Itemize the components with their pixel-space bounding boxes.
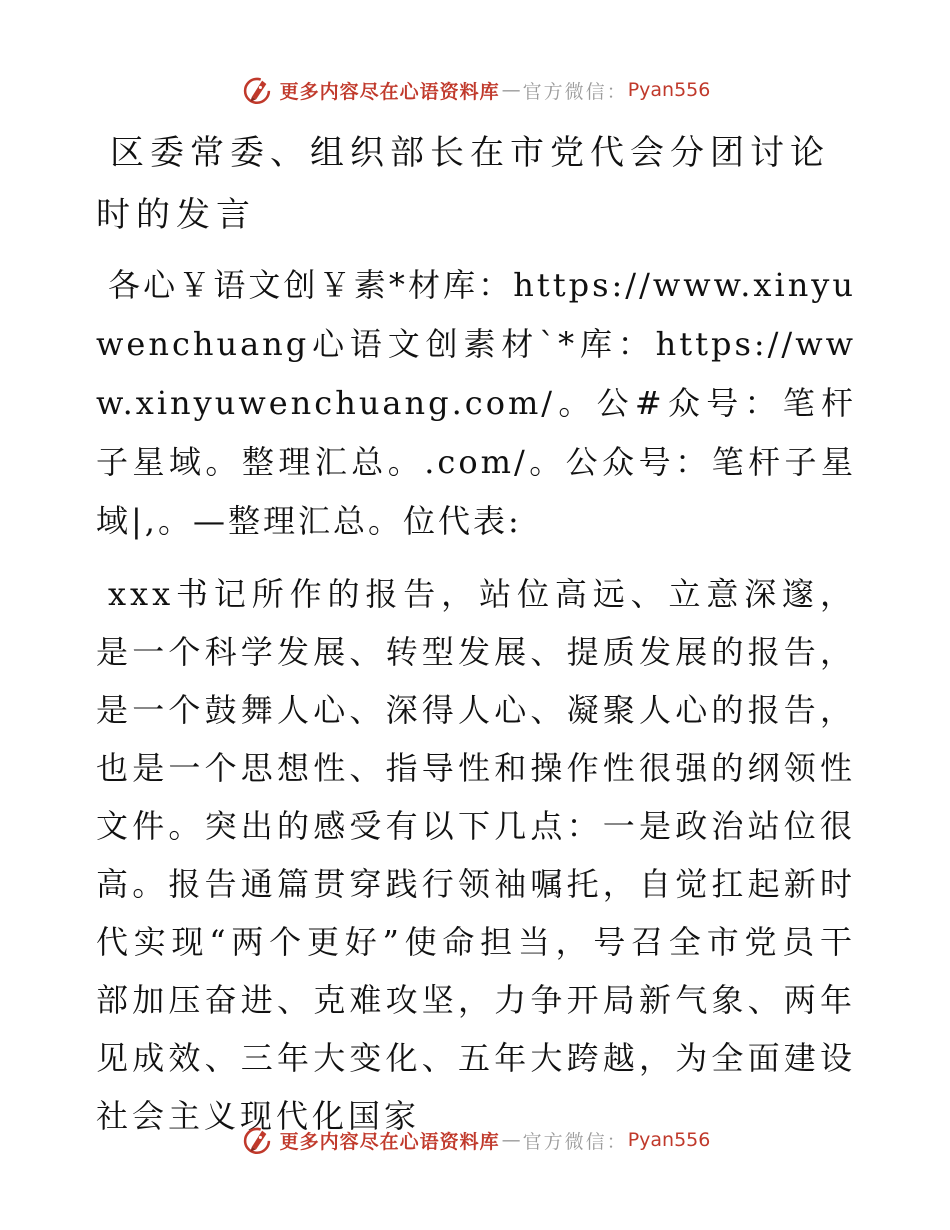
document-body xyxy=(96,122,856,1145)
banner-wechat-id: Pyan556 xyxy=(627,79,711,101)
banner-separator: — xyxy=(501,79,521,101)
paragraph-source-notice: 各心￥语文创￥素*材库：https://www.xinyuwenchuang心语文创素材`*库：https://www.xinyuwenchuang.com/。公#众号：笔杆子星域。整理汇总。.com/。公众号：笔杆子星域|,。—整理汇总。位代表: xyxy=(96,266,856,540)
footer-banner xyxy=(0,1118,950,1162)
pen-nib-logo-icon xyxy=(240,1123,274,1157)
banner-wechat-label: 官方微信： xyxy=(522,80,628,103)
footer-banner-wechat-label: 官方微信： xyxy=(522,1130,628,1153)
footer-banner-separator: — xyxy=(501,1129,521,1151)
paragraph-main-body: xxx书记所作的报告，站位高远、立意深邃，是一个科学发展、转型发展、提质发展的报告，是一个鼓舞人心、深得人心、凝聚人心的报告，也是一个思想性、指导性和操作性很强的纲领性文件。突出的感受有以下几点：一是政治站位很高。报告通篇贯穿践行领袖嘱托，自觉扛起新时代实现“两个更好”使命担当，号召全市党员干部加压奋进、克难攻坚，力争开局新气象、两年见成效、三年大变化、五年大跨越，为全面建设社会主义现代化国家 xyxy=(96,575,856,1135)
header-banner xyxy=(0,68,950,112)
banner-main-text: 更多内容尽在心语资料库 xyxy=(279,80,500,103)
document-title: 区委常委、组织部长在市党代会分团讨论时的发言 xyxy=(96,133,830,235)
footer-banner-wechat-id: Pyan556 xyxy=(627,1129,711,1151)
pen-nib-logo-icon xyxy=(240,73,274,107)
footer-banner-main-text: 更多内容尽在心语资料库 xyxy=(279,1130,500,1153)
